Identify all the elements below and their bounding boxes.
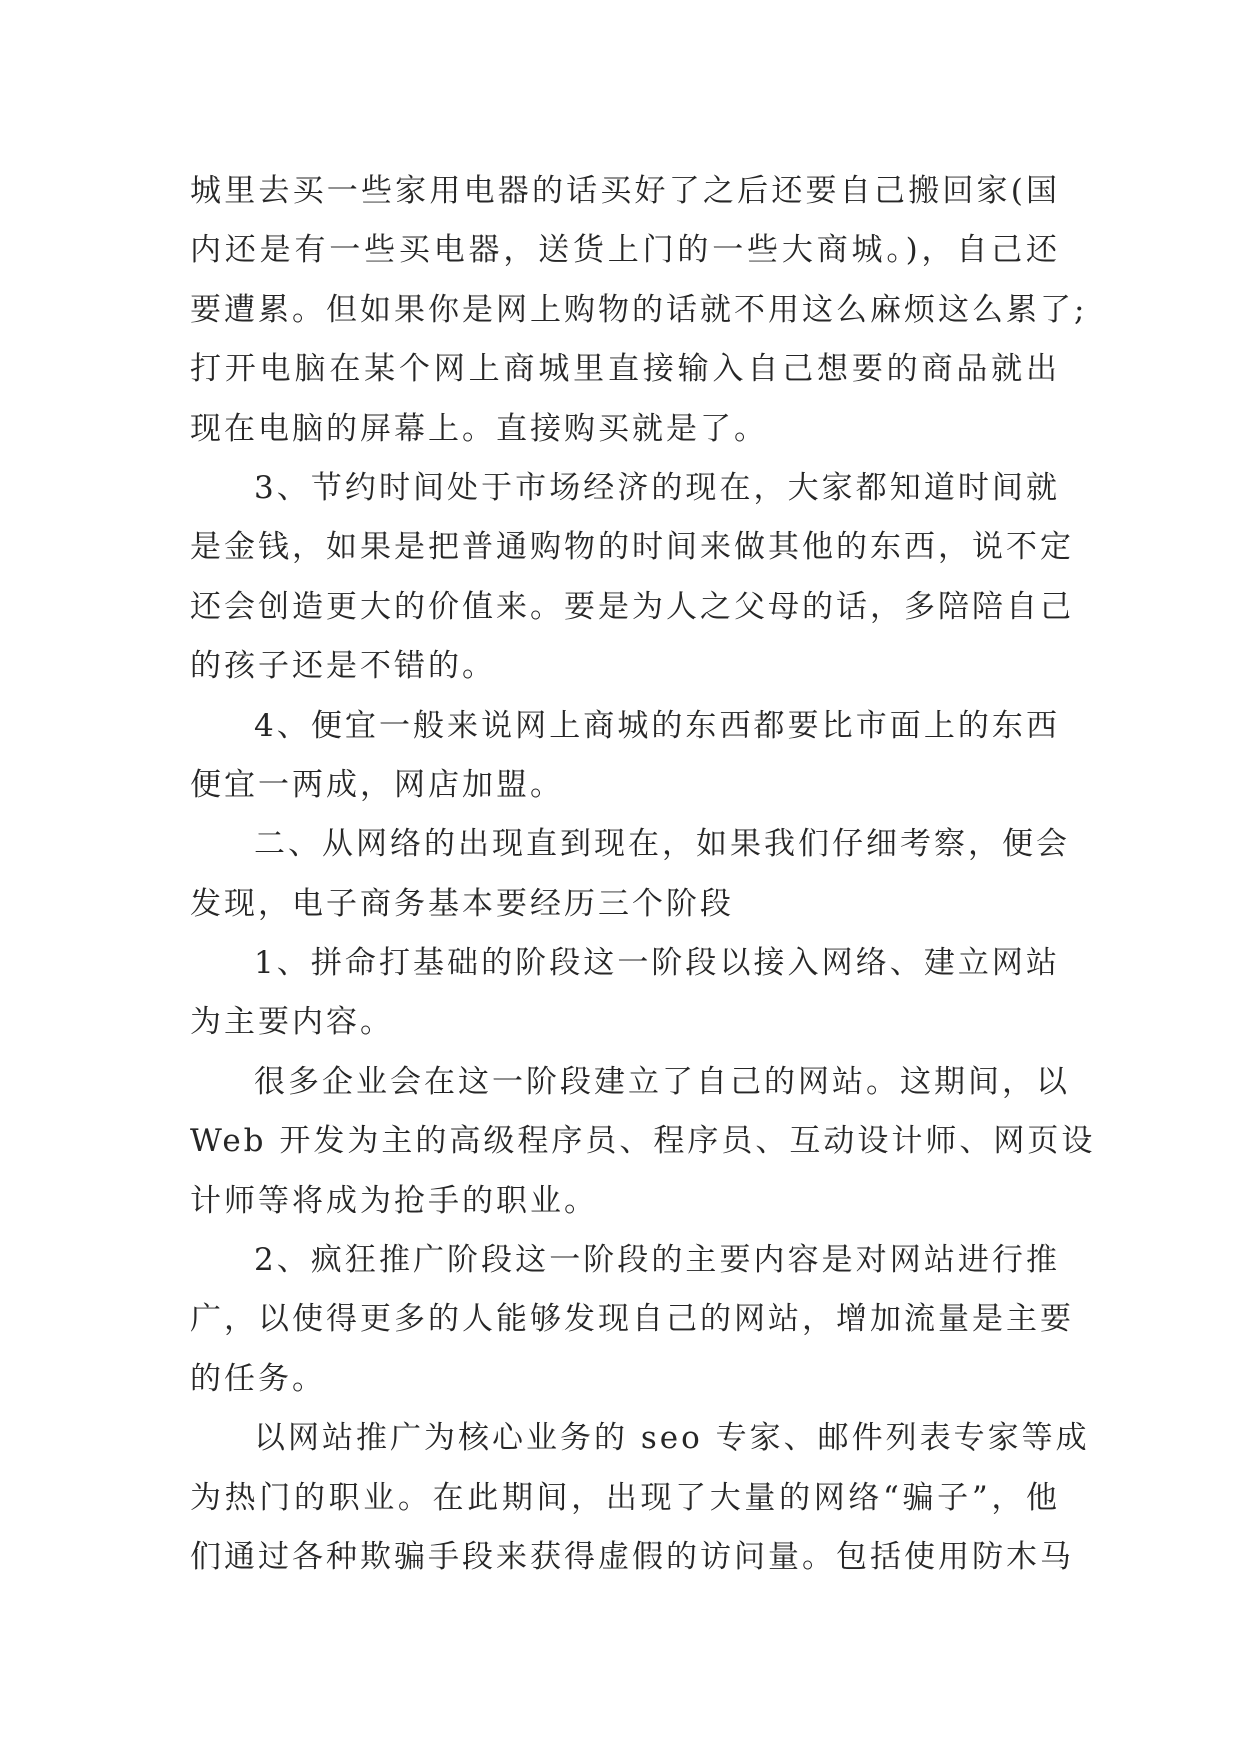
text-line: 为主要内容。: [190, 1004, 394, 1041]
text-line: 城里去买一些家用电器的话买好了之后还要自己搬回家(国: [190, 173, 1060, 209]
text-line: 2、疯狂推广阶段这一阶段的主要内容是对网站进行推: [254, 1242, 1060, 1279]
text-line: 以网站推广为核心业务的 seo 专家、邮件列表专家等成: [254, 1420, 1090, 1457]
text-line: 们通过各种欺骗手段来获得虚假的访问量。包括使用防木马: [190, 1538, 1074, 1575]
text-line: 二、从网络的出现直到现在，如果我们仔细考察，便会: [254, 826, 1070, 863]
text-line: 4、便宜一般来说网上商城的东西都要比市面上的东西: [254, 707, 1060, 744]
text-line: 还会创造更大的价值来。要是为人之父母的话，多陪陪自己: [190, 588, 1074, 625]
text-line: Web 开发为主的高级程序员、程序员、互动设计师、网页设: [190, 1123, 1096, 1160]
text-line: 广，以使得更多的人能够发现自己的网站，增加流量是主要: [190, 1301, 1074, 1338]
text-line: 打开电脑在某个网上商城里直接输入自己想要的商品就出: [190, 351, 1060, 388]
text-line: 3、节约时间处于市场经济的现在，大家都知道时间就: [254, 469, 1060, 506]
text-line: 为热门的职业。在此期间，出现了大量的网络“骗子”，他: [190, 1479, 1060, 1516]
text-line: 内还是有一些买电器，送货上门的一些大商城。)，自己还: [190, 232, 1060, 269]
text-line: 很多企业会在这一阶段建立了自己的网站。这期间，以: [254, 1063, 1070, 1100]
text-line: 计师等将成为抢手的职业。: [190, 1182, 598, 1219]
text-line: 1、拼命打基础的阶段这一阶段以接入网络、建立网站: [254, 945, 1060, 982]
text-line: 是金钱，如果是把普通购物的时间来做其他的东西，说不定: [190, 529, 1074, 566]
text-line: 的孩子还是不错的。: [190, 648, 496, 685]
text-line: 要遭累。但如果你是网上购物的话就不用这么麻烦这么累了;: [190, 291, 1088, 328]
text-line: 现在电脑的屏幕上。直接购买就是了。: [190, 410, 768, 447]
text-line: 发现，电子商务基本要经历三个阶段: [190, 885, 734, 922]
text-line: 便宜一两成，网店加盟。: [190, 766, 564, 803]
text-line: 的任务。: [190, 1360, 326, 1397]
document-body: [190, 162, 1096, 1587]
